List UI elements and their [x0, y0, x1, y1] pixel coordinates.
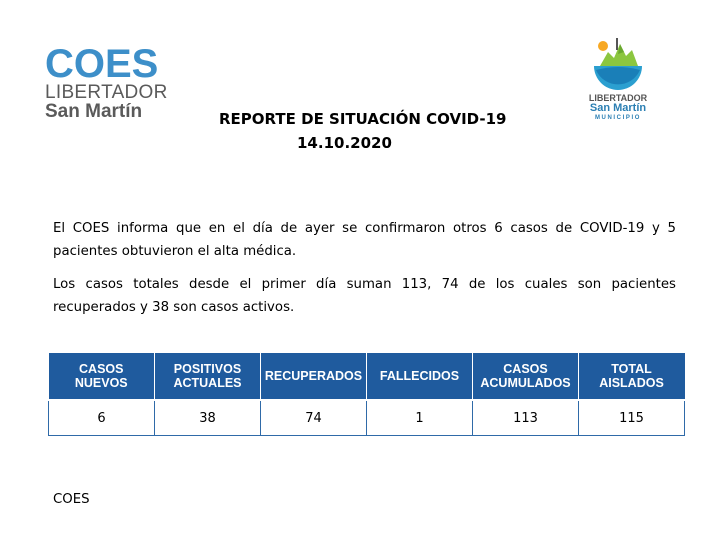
coes-logo	[45, 42, 168, 122]
coes-logo-text: COES	[45, 42, 159, 86]
stats-table	[48, 353, 685, 436]
paragraph-1: El COES informa que en el día de ayer se confirmaron otros 6 casos de COVID-19 y 5 pacientes obtuvieron el alta médica.	[53, 221, 676, 259]
value-casos-acumulados: 113	[473, 400, 579, 436]
value-recuperados: 74	[261, 400, 367, 436]
municipio-logo-line3: MUNICIPIO	[594, 115, 642, 121]
municipio-logo-line2: San Martín	[589, 102, 647, 114]
paragraph-2: Los casos totales desde el primer día suman 113, 74 de los cuales son pacientes recuperados y 38 son casos activos.	[53, 277, 676, 315]
coes-logo-sub1: LIBERTADOR	[45, 82, 168, 103]
footer-signature: COES	[53, 492, 90, 507]
header-positivos-actuales: POSITIVOS ACTUALES	[155, 353, 261, 400]
value-fallecidos: 1	[367, 400, 473, 436]
coes-logo-sub2: San Martín	[45, 101, 143, 122]
header-casos-acumulados: CASOS ACUMULADOS	[473, 353, 579, 400]
header-fallecidos: FALLECIDOS	[367, 353, 473, 400]
value-casos-nuevos: 6	[49, 400, 155, 436]
municipio-logo	[578, 36, 658, 122]
municipio-emblem-icon	[590, 36, 646, 90]
value-positivos-actuales: 38	[155, 400, 261, 436]
report-title: REPORTE DE SITUACIÓN COVID-19	[219, 110, 507, 128]
value-total-aislados: 115	[579, 400, 685, 436]
stats-value-row	[49, 400, 685, 436]
header-total-aislados: TOTAL AISLADOS	[579, 353, 685, 400]
stats-header-row	[49, 353, 685, 400]
header-recuperados: RECUPERADOS	[261, 353, 367, 400]
header-casos-nuevos: CASOS NUEVOS	[49, 353, 155, 400]
municipio-logo-line1: LIBERTADOR	[588, 93, 648, 103]
report-date: 14.10.2020	[297, 134, 392, 152]
